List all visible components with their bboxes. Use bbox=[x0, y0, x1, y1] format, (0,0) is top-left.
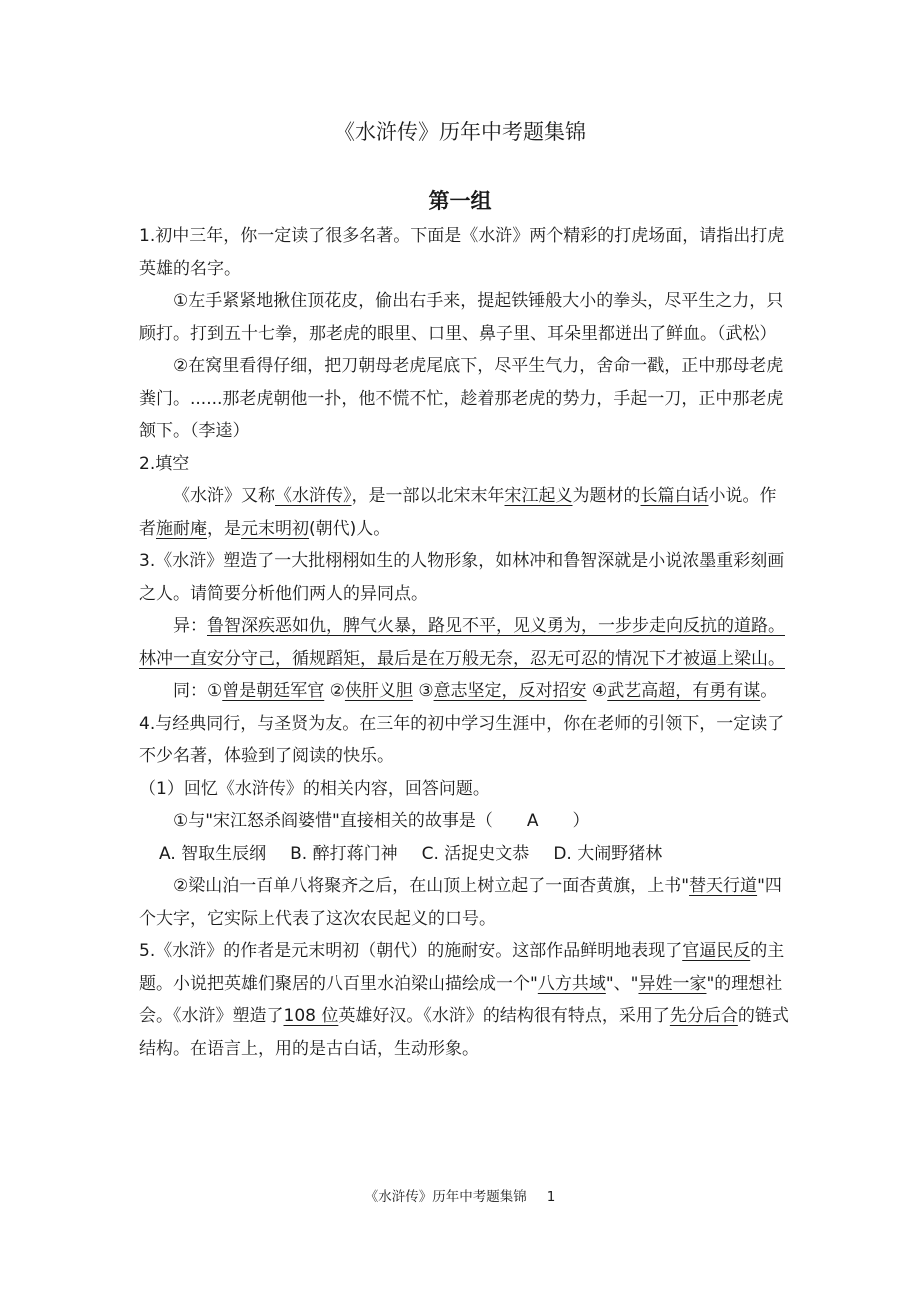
answer-blank: 《水浒传》 bbox=[275, 486, 352, 506]
text-run: 。 bbox=[760, 681, 778, 701]
text-run: 英雄好汉。《水浒》的结构很有特点，采用了 bbox=[338, 1006, 670, 1026]
option-b: B. 醉打蒋门神 bbox=[290, 843, 398, 864]
text-run: ，是 bbox=[207, 518, 241, 539]
text-run: 的链式结构。在语言上，用的是古白话，生动形象。 bbox=[139, 1006, 789, 1059]
answer-blank: 元末明初 bbox=[241, 518, 309, 539]
option-d: D. 大闹野猪林 bbox=[553, 843, 663, 864]
answer-blank: 异姓一家 bbox=[638, 973, 707, 994]
question-1-passage-1: ①左手紧紧地揪住顶花皮，偷出右手来，提起铁锤般大小的拳头，尽平生之力，只顾打。打到五十七拳，那老虎的眼里、口里、鼻子里、耳朵里都迸出了鲜血。（武松） bbox=[139, 291, 784, 344]
text-run: 《水浒》又称 bbox=[173, 486, 275, 506]
answer-blank: 长篇白话 bbox=[640, 486, 709, 506]
document-body bbox=[139, 220, 789, 1065]
text-run: 为题材的 bbox=[572, 486, 641, 506]
text-run: ②梁山泊一百单八将聚齐之后，在山顶上树立起了一面杏黄旗，上书" bbox=[173, 876, 690, 896]
footer-title: 《水浒传》历年中考题集锦 bbox=[364, 1189, 527, 1205]
question-2-fill-in bbox=[139, 480, 789, 545]
similarity-label: 同：① bbox=[173, 681, 223, 701]
answer-blank: 施耐庵 bbox=[156, 518, 207, 539]
text-run: "、" bbox=[605, 973, 639, 994]
item-marker: ③ bbox=[418, 681, 434, 701]
item-marker: ② bbox=[329, 681, 345, 701]
difference-label: 异： bbox=[173, 616, 207, 636]
question-3-difference bbox=[139, 610, 789, 675]
text-run: ，是一部以北宋末年 bbox=[351, 486, 505, 506]
page-number: 1 bbox=[546, 1189, 556, 1205]
text-run: "四个大字，它实际上代表了这次农民起义的口号。 bbox=[139, 876, 782, 929]
option-c: C. 活捉史文恭 bbox=[421, 843, 530, 864]
answer-blank: 先分后合 bbox=[669, 1006, 738, 1026]
answer-text: 武艺高超，有勇有谋 bbox=[607, 681, 761, 701]
question-4-subquestion-1: （1）回忆《水浒传》的相关内容，回答问题。 bbox=[139, 778, 490, 799]
answer-blank: 宋江起义 bbox=[504, 486, 573, 506]
question-2-heading: 2.填空 bbox=[139, 453, 190, 474]
answer-options bbox=[139, 838, 789, 871]
text-run: 小说。作者 bbox=[139, 486, 777, 539]
answer-text: 意志坚定，反对招安 bbox=[433, 681, 587, 701]
item-marker: ④ bbox=[591, 681, 608, 701]
answer-text: 鲁智深疾恶如仇，脾气火暴，路见不平，见义勇为，一步步走向反抗的道路。林冲一直安分守己，循规蹈矩，最后是在万般无奈，忍无可忍的情况下才被逼上梁山。 bbox=[139, 616, 785, 669]
question-4-prompt: 4.与经典同行，与圣贤为友。在三年的初中学习生涯中，你在老师的引领下，一定读了不少名著，体验到了阅读的快乐。 bbox=[139, 713, 785, 766]
page-footer bbox=[0, 1187, 920, 1207]
group-heading: 第一组 bbox=[428, 189, 492, 213]
answer-text: 侠肝义胆 bbox=[344, 681, 413, 701]
answer-blank: 替天行道 bbox=[689, 876, 758, 896]
document-title: 《水浒传》历年中考题集锦 bbox=[334, 120, 586, 144]
answer-blank: 八方共域 bbox=[537, 973, 606, 994]
question-1-passage-2: ②在窝里看得仔细，把刀朝母老虎尾底下，尽平生气力，舍命一戳，正中那母老虎粪门。......那老虎朝他一扑，他不慌不忙，趁着那老虎的势力，手起一刀，正中那老虎颔下。（李逵） bbox=[139, 356, 784, 441]
question-1-prompt: 1.初中三年，你一定读了很多名著。下面是《水浒》两个精彩的打虎场面，请指出打虎英雄的名字。 bbox=[139, 226, 785, 279]
text-run: "的理想社会。《水浒》塑造了 bbox=[139, 973, 783, 1026]
text-run: (朝代)人。 bbox=[309, 518, 391, 539]
question-5-prompt bbox=[139, 935, 789, 1065]
text-run: 的主题。小说把英雄们聚居的八百里水泊梁山描绘成一个" bbox=[139, 941, 785, 994]
question-3-prompt: 3.《水浒》塑造了一大批栩栩如生的人物形象，如林冲和鲁智深就是小说浓墨重彩刻画之人。请简要分析他们两人的异同点。 bbox=[139, 551, 785, 604]
question-4-item-2 bbox=[139, 870, 789, 935]
question-4-item-1: ①与"宋江怒杀阎婆惜"直接相关的故事是（ A ） bbox=[173, 811, 590, 831]
text-run: 5.《水浒》的作者是元末明初（朝代）的施耐安。这部作品鲜明地表现了 bbox=[139, 941, 683, 961]
answer-blank: 官逼民反 bbox=[682, 941, 751, 961]
answer-blank: 108 位 bbox=[283, 1006, 339, 1026]
option-a: A. 智取生辰纲 bbox=[159, 843, 267, 864]
answer-text: 曾是朝廷军官 bbox=[222, 681, 325, 701]
question-3-similarity bbox=[139, 675, 789, 708]
